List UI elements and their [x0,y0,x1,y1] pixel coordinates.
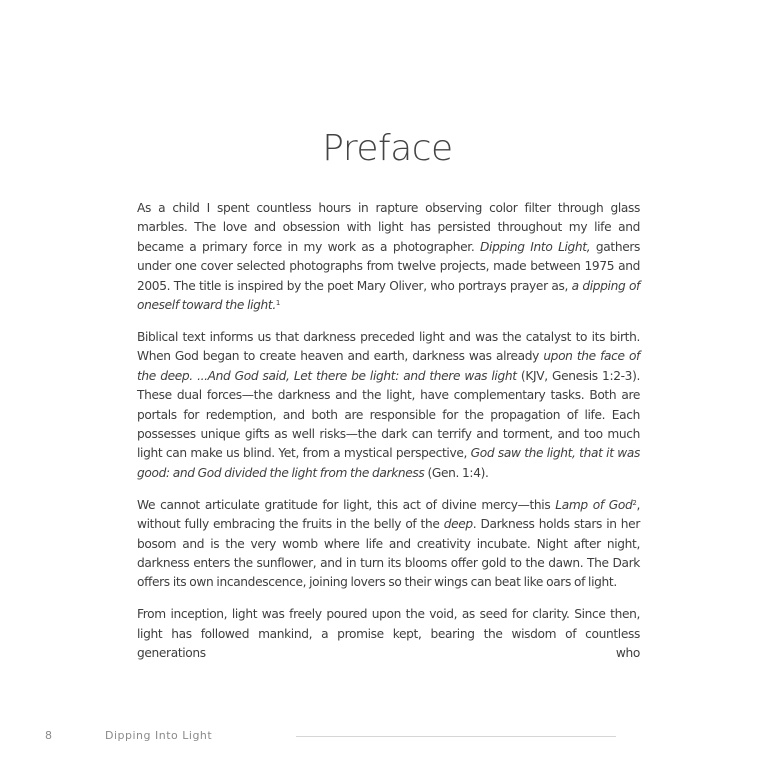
text-run: Biblical text informs us that darkness preceded light and was the catalyst to its birth. When God began to create heaven and earth, darkness was already [137,329,640,364]
paragraph [137,328,640,483]
footer-book-title: Dipping Into Light [105,729,213,742]
paragraph [137,605,640,663]
text-run: We cannot articulate gratitude for light, this act of divine mercy—this [137,497,556,512]
italic-text: a dipping of oneself toward the light. [137,278,640,313]
italic-text: Lamp of God [555,497,633,512]
footnote-marker: 2 [632,498,637,507]
text-run: . Darkness holds stars in her bosom and is the very womb where life and creativity incubate. Night after night, darkness enters the sunflower, and in turn its blooms offer gold to the dawn. The Dark offers its own incandescence, joining lovers so their wings can beat like oars of light. [137,517,640,590]
footer-rule [296,736,616,737]
footnote-marker: 1 [275,299,280,308]
italic-text: God saw the light, that it was good: and God divided the light from the darkness [137,446,640,480]
page-title: Preface [322,128,453,169]
text-run: (KJV, Genesis 1:2-3). These dual forces—the darkness and the light, have complementary tasks. Both are portals for redemption, and both are responsible for the propagation of life. Each possesses unique gifts as well risks—the dark can terrify and torment, and too much light can make us blind. Yet, from a mystical perspective, [137,368,640,461]
paragraph [137,496,640,593]
text-run: As a child I spent countless hours in rapture observing color filter through glass marbles. The love and obsession with light has persisted throughout my life and became a primary force in my work as a photographer. [137,201,640,254]
italic-text: upon the face of the deep. ...And God said, Let there be light: and there was light [137,349,640,383]
text-run: , without fully embracing the fruits in the belly of the [137,497,640,532]
italic-text: deep [443,517,473,532]
preface-body [137,199,640,676]
footer-page-number: 8 [45,729,53,742]
text-run: (Gen. 1:4). [424,465,489,480]
text-run: gathers under one cover selected photographs from twelve projects, made between 1975 and 2005. The title is inspired by the poet Mary Oliver, who portrays prayer as, [137,239,641,293]
paragraph [137,199,640,315]
italic-text: Dipping Into Light, [480,239,591,254]
text-run: From inception, light was freely poured upon the void, as seed for clarity. Since then, light has followed mankind, a promise kept, bearing the wisdom of countless generations who [137,607,640,661]
